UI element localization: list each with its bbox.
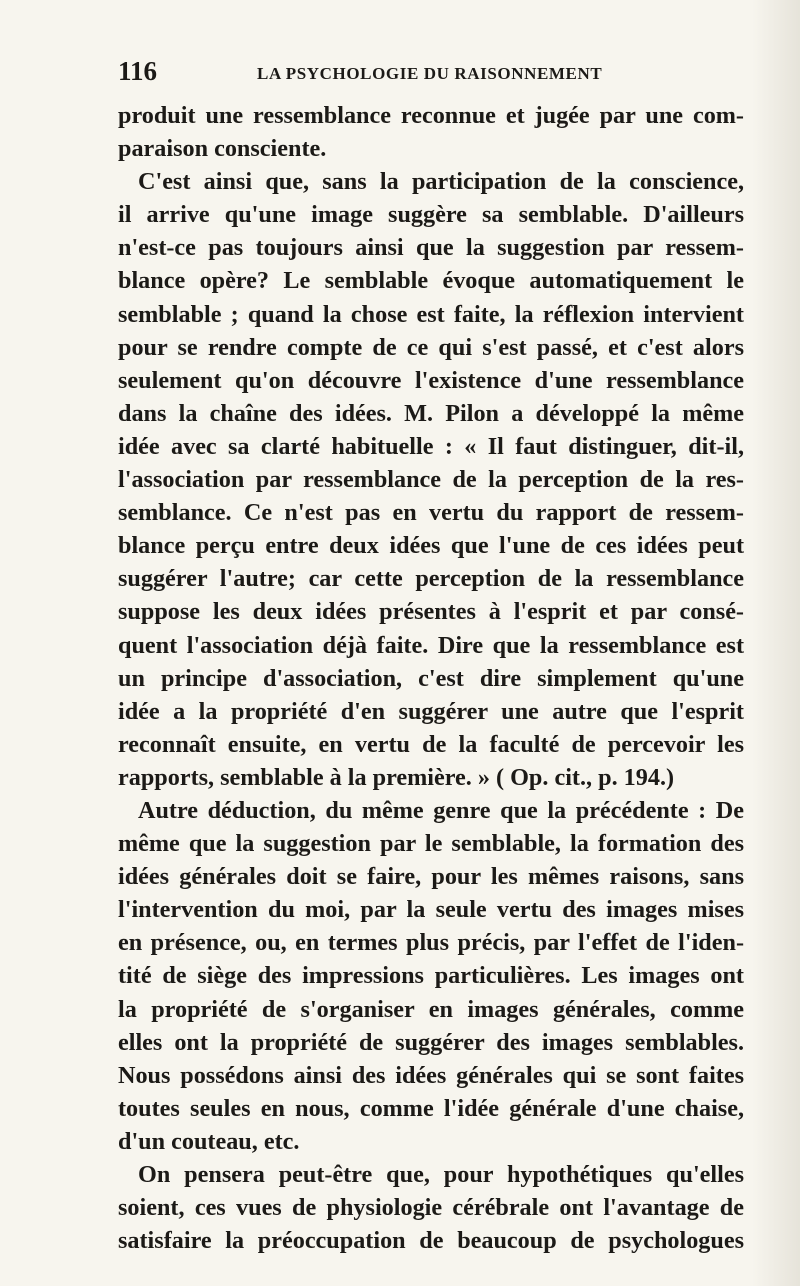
text-line: rapports, semblable à la première. » ( Op. cit., p. 194.) [118,763,675,791]
text-line: blance opère? Le semblable évoque automatiquement le [118,267,744,295]
text-line: satisfaire la préoccupation de beaucoup de psychologues [118,1227,744,1255]
running-head: LA PSYCHOLOGIE DU RAISONNEMENT [257,64,603,83]
text-line: quent l'association déjà faite. Dire que la ressemblance est [118,631,744,659]
text-line: même que la suggestion par le semblable, la formation des [118,830,744,858]
text-line: C'est ainsi que, sans la participation de la conscience, [138,168,744,196]
text-line: reconnaît ensuite, en vertu de la faculté de percevoir les [118,730,744,758]
page-header [118,56,678,88]
text-line: il arrive qu'une image suggère sa semblable. D'ailleurs [118,201,744,229]
text-line: idée avec sa clarté habituelle : « Il faut distinguer, dit-il, [118,432,744,460]
text-line: elles ont la propriété de suggérer des images semblables. [118,1028,744,1056]
text-line: en présence, ou, en termes plus précis, par l'effet de l'iden- [118,929,744,957]
text-line: produit une ressemblance reconnue et jugée par une com- [118,102,744,129]
text-line: Autre déduction, du même genre que la précédente : De [138,796,744,824]
body-text [118,99,744,1257]
page-number: 116 [118,56,158,86]
text-line: Nous possédons ainsi des idées générales qui se sont faites [118,1061,744,1089]
text-line: l'intervention du moi, par la seule vertu des images mises [118,896,744,924]
text-line: paraison consciente. [118,135,327,163]
text-line: semblable ; quand la chose est faite, la réflexion intervient [118,300,744,328]
text-line: idée a la propriété d'en suggérer une autre que l'esprit [118,697,744,725]
text-line: l'association par ressemblance de la perception de la res- [118,466,744,494]
text-line: dans la chaîne des idées. M. Pilon a développé la même [118,399,744,427]
text-line: tité de siège des impressions particulières. Les images ont [118,962,744,990]
text-line: semblance. Ce n'est pas en vertu du rapport de ressem- [118,499,744,527]
text-line: un principe d'association, c'est dire simplement qu'une [118,664,744,692]
text-line: seulement qu'on découvre l'existence d'une ressemblance [118,366,744,394]
text-line: d'un couteau, etc. [118,1127,300,1155]
text-line: n'est-ce pas toujours ainsi que la suggestion par ressem- [118,234,744,262]
text-line: idées générales doit se faire, pour les mêmes raisons, sans [118,863,744,891]
text-line: toutes seules en nous, comme l'idée générale d'une chaise, [118,1094,744,1122]
text-line: suggérer l'autre; car cette perception de la ressemblance [118,565,744,593]
text-line: blance perçu entre deux idées que l'une de ces idées peut [118,532,744,560]
text-line: la propriété de s'organiser en images générales, comme [118,995,744,1023]
text-line: suppose les deux idées présentes à l'esprit et par consé- [118,598,744,626]
text-line: On pensera peut-être que, pour hypothétiques qu'elles [138,1161,744,1188]
text-line: soient, ces vues de physiologie cérébrale ont l'avantage de [118,1194,744,1222]
text-line: pour se rendre compte de ce qui s'est passé, et c'est alors [118,333,744,361]
